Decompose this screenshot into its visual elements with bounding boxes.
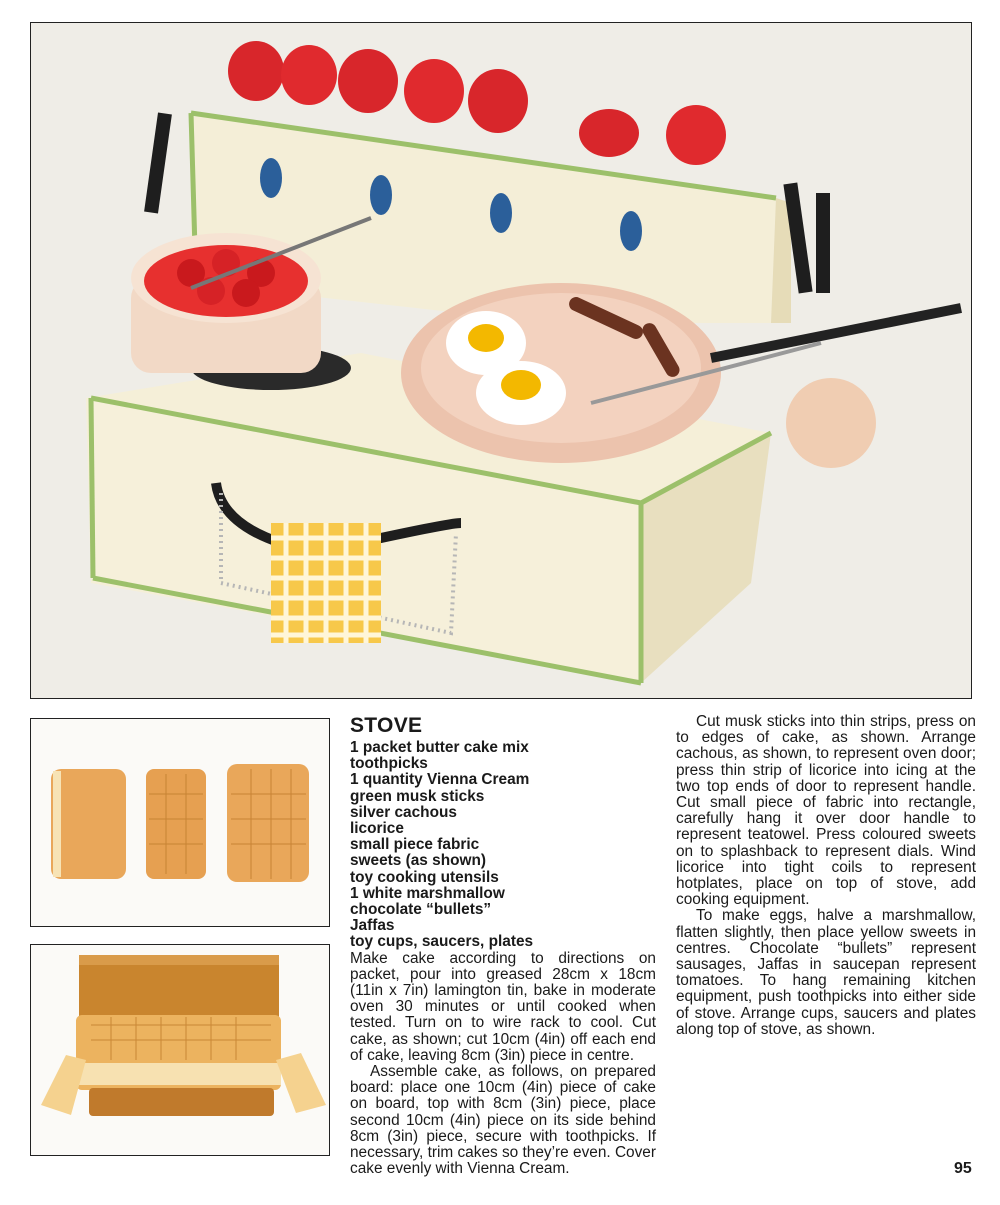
- ingredients-list: [350, 740, 656, 951]
- ingredient-item: sweets (as shown): [350, 852, 486, 870]
- ingredient-item: small piece fabric: [350, 836, 480, 854]
- ingredient-item: Jaffas: [350, 917, 395, 935]
- assembled-cake-photo: [30, 944, 330, 1156]
- cut-cake-pieces-photo: [30, 718, 330, 927]
- stove-cake-photo: [30, 22, 972, 699]
- ingredient-item: 1 white marshmallow: [350, 884, 505, 902]
- ingredient-item: toy cups, saucers, plates: [350, 933, 534, 951]
- ingredient-item: silver cachous: [350, 803, 457, 821]
- page-number: 95: [954, 1160, 972, 1177]
- recipe-title: STOVE: [350, 714, 423, 737]
- recipe-column-right: [676, 714, 976, 1038]
- method-paragraph: Cut musk sticks into thin strips, press on to edges of cake, as shown. Arrange cachous, as shown, to represent oven door; press thin strip of licorice into icing at the two top ends of door to represent handle. Cut small piece of fabric into rectangle, carefully hang it over door handle to represent teatowel. Press coloured sweets on to splashback to represent dials. Wind licorice into tight coils to represent hotplates, place on top of stove, add cooking equipment.: [676, 713, 976, 909]
- method-paragraph: Make cake according to directions on packet, pour into greased 28cm x 18cm (11in x 7in) lamington tin, bake in moderate oven 30 minutes or until cooked when tested. Turn on to wire rack to cool. Cut cake, as shown; cut 10cm (4in) off each end of cake, leaving 8cm (3in) piece in centre.: [350, 949, 656, 1064]
- ingredient-item: 1 packet butter cake mix: [350, 739, 529, 756]
- ingredient-item: licorice: [350, 820, 404, 838]
- ingredient-item: toothpicks: [350, 755, 428, 773]
- method-paragraph: Assemble cake, as follows, on prepared board: place one 10cm (4in) piece of cake on board, top with 8cm (3in) piece, place second 10cm (4in) piece on its side behind 8cm (3in) piece, secure with toothpicks. If necessary, trim cakes so they’re even. Cover cake evenly with Vienna Cream.: [350, 1063, 656, 1178]
- ingredient-item: toy cooking utensils: [350, 868, 499, 886]
- ingredient-item: 1 quantity Vienna Cream: [350, 771, 530, 789]
- ingredient-item: green musk sticks: [350, 787, 485, 805]
- method-paragraph: To make eggs, halve a marshmallow, flatten slightly, then place yellow sweets in centres. Chocolate “bullets” represent sausages, Jaffas in saucepan represent tomatoes. To hang remaining kitchen equipment, push toothpicks into either side of stove. Arrange cups, saucers and plates along top of stove, as shown.: [676, 907, 976, 1038]
- recipe-column-left: [350, 714, 656, 1177]
- ingredient-item: chocolate “bullets”: [350, 901, 492, 919]
